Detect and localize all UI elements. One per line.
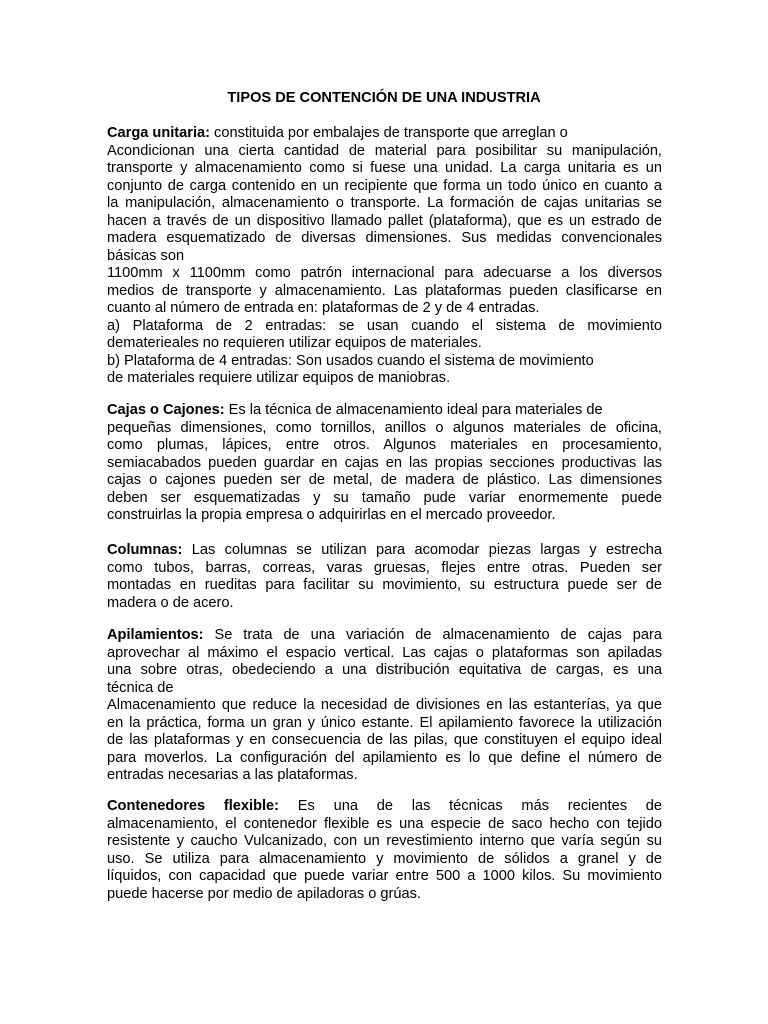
paragraph-line: transporte y almacenamiento como si fuese una unidad. La carga unitaria es un [107,160,662,176]
paragraph-text: constituida por embalajes de transporte que arreglan o [210,125,568,141]
paragraph-line [107,627,662,645]
paragraph-text: Las columnas se utilizan para acomodar piezas largas y estrecha [182,542,662,558]
section-contenedores-flexible [107,798,662,903]
section-heading: Apilamientos: [107,627,204,643]
paragraph-line: puede hacerse por medio de apiladoras o grúas. [107,885,421,902]
paragraph-line: aprovechar al máximo el espacio vertical. Las cajas o plataformas son apiladas [107,644,662,661]
paragraph-line [107,125,662,143]
section-carga-unitaria [107,125,662,388]
paragraph-line: la manipulación, almacenamiento o transporte. La formación de cajas unitarias se [107,195,662,211]
paragraph-line: b) Plataforma de 4 entradas: Son usados cuando el sistema de movimiento [107,352,594,369]
paragraph-line [107,542,662,560]
paragraph-line: líquidos, con capacidad que puede variar entre 500 a 1000 kilos. Su movimiento [107,868,662,884]
paragraph-line: semiacabados pueden guardar en cajas en las propias secciones productivas las [107,454,662,471]
paragraph-line: medios de transporte y almacenamiento. Las plataformas pueden clasificarse en [107,282,662,299]
paragraph-line [107,798,662,816]
paragraph-line [107,402,662,420]
paragraph-line: deben ser esquematizadas y su tamaño pude variar enormemente puede [107,489,662,506]
paragraph-line: una sobre otras, obedeciendo a una distribución equitativa de cargas, es una [107,662,662,678]
paragraph-line: básicas son [107,247,185,264]
paragraph-line: construirlas la propia empresa o adquirirlas en el mercado proveedor. [107,507,556,523]
paragraph-line: conjunto de carga contenido en un recipiente que forma un todo único en cuanto a [107,177,662,194]
section-columnas [107,542,662,612]
paragraph-line: para moverlos. La configuración del apilamiento es lo que define el número de [107,749,662,766]
paragraph-line: como tubos, barras, correas, varas gruesas, flejes entre otras. Pueden ser [107,559,662,576]
paragraph-line: a) Plataforma de 2 entradas: se usan cuando el sistema de movimiento [107,317,662,334]
paragraph-line: de materiales requiere utilizar equipos de maniobras. [107,370,451,386]
paragraph-line: cuanto al número de entrada en: plataformas de 2 y de 4 entradas. [107,300,540,316]
paragraph-line: en la práctica, forma un gran y único estante. El apilamiento favorece la utilización [107,714,662,731]
paragraph-line: madera o de acero. [107,594,234,611]
paragraph-line: entradas necesarias a las plataformas. [107,767,358,783]
paragraph-line: Acondicionan una cierta cantidad de material para posibilitar su manipulación, [107,142,662,159]
paragraph-line: resistente y caucho Vulcanizado, con un revestimiento interno que varía según su [107,833,662,849]
paragraph-text: Es una de las técnicas más recientes de [279,798,662,814]
document-title: TIPOS DE CONTENCIÓN DE UNA INDUSTRIA [227,90,541,106]
paragraph-line: pequeñas dimensiones, como tornillos, anillos o algunos materiales de oficina, [107,419,662,436]
paragraph-line: uso. Se utiliza para almacenamiento y movimiento de sólidos a granel y de [107,850,662,867]
paragraph-line: almacenamiento, el contenedor flexible es una especie de saco hecho con tejido [107,815,662,832]
paragraph-text: Se trata de una variación de almacenamiento de cajas para [203,627,662,643]
paragraph-line: dematerieales no requieren utilizar equipos de materiales. [107,335,482,351]
paragraph-line: técnica de [107,679,174,696]
paragraph-line: cajas o cajones pueden ser de metal, de madera de plástico. Las dimensiones [107,472,662,488]
paragraph-line: madera esquematizado de diversas dimensiones. Sus medidas convencionales [107,230,662,246]
section-heading: Carga unitaria: [107,125,210,141]
section-cajas-o-cajones [107,402,662,525]
section-heading: Contenedores flexible: [107,798,280,814]
paragraph-line: como plumas, lápices, entre otros. Algunos materiales en procesamiento, [107,437,662,453]
paragraph-line: 1100mm x 1100mm como patrón internacional para adecuarse a los diversos [107,265,662,281]
paragraph-line: hacen a través de un dispositivo llamado pallet (plataforma), que es un estrado de [107,212,662,229]
section-heading: Cajas o Cajones: [107,402,225,418]
paragraph-line: de las plataformas y en consecuencia de las pilas, que constituyen el equipo ideal [107,732,662,748]
paragraph-line: Almacenamiento que reduce la necesidad de divisiones en las estanterías, ya que [107,697,662,713]
paragraph-text: Es la técnica de almacenamiento ideal para materiales de [224,402,603,418]
section-apilamientos [107,627,662,785]
paragraph-line: montadas en rueditas para facilitar su movimiento, su estructura puede ser de [107,577,662,593]
section-heading: Columnas: [107,542,183,558]
